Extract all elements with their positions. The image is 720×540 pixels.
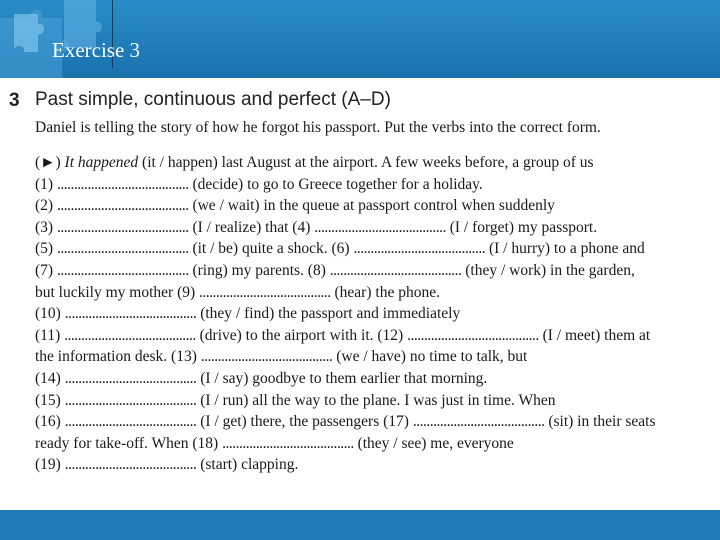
exercise-line: [35, 282, 710, 304]
line-text: (they / find) the passport and immediately: [196, 305, 461, 323]
line-text: (sit) in their seats: [544, 413, 656, 431]
exercise-instruction: Daniel is telling the story of how he forgot his passport. Put the verbs into the correct form.: [35, 119, 601, 136]
header-bar: [0, 0, 720, 78]
line-text: (ring) my parents. (8): [188, 261, 330, 279]
answer-blank[interactable]: .......................................: [200, 348, 333, 366]
exercise-line: [35, 346, 710, 368]
answer-blank[interactable]: .......................................: [314, 218, 446, 236]
line-text: (we / wait) in the queue at passport control when suddenly: [188, 197, 555, 215]
exercise-number: 3: [9, 90, 20, 111]
line-text: (decide) to go to Greece together for a holiday.: [188, 175, 483, 193]
line-text: (19): [35, 456, 65, 474]
answer-blank[interactable]: .......................................: [407, 326, 539, 344]
footer-bar: [0, 510, 720, 540]
example-answer: It happened: [64, 154, 139, 171]
exercise-line: [35, 390, 710, 412]
exercise-heading: Past simple, continuous and perfect (A–D): [35, 89, 391, 110]
line-text: (5): [35, 240, 57, 258]
exercise-line: [35, 368, 710, 390]
line-text: (I / forget) my passport.: [445, 218, 598, 236]
answer-blank[interactable]: .......................................: [64, 413, 197, 431]
line-text: (2): [35, 197, 57, 215]
answer-blank[interactable]: .......................................: [64, 456, 197, 474]
answer-blank[interactable]: .......................................: [64, 369, 197, 387]
answer-blank[interactable]: .......................................: [56, 175, 189, 193]
exercise-line: [35, 174, 710, 196]
line-text: (►): [35, 154, 65, 171]
exercise-line: [35, 411, 710, 433]
exercise-line: [35, 195, 710, 217]
line-text: (I / realize) that (4): [188, 218, 315, 236]
exercise-line: [35, 260, 710, 282]
line-text: (7): [35, 261, 57, 279]
line-text: (14): [35, 369, 65, 387]
line-text: the information desk. (13): [35, 348, 201, 366]
answer-blank[interactable]: .......................................: [56, 240, 189, 258]
line-text: (they / work) in the garden,: [461, 261, 635, 279]
page-title: Exercise 3: [52, 38, 141, 62]
line-text: (hear) the phone.: [330, 283, 440, 301]
line-text: (I / meet) them at: [538, 326, 651, 344]
exercise-text: [35, 152, 710, 476]
line-text: (drive) to the airport with it. (12): [195, 326, 408, 344]
answer-blank[interactable]: .......................................: [412, 413, 545, 431]
line-text: (we / have) no time to talk, but: [332, 348, 528, 366]
answer-blank[interactable]: .......................................: [56, 261, 189, 279]
line-text: (11): [35, 326, 65, 344]
exercise-line: [35, 325, 710, 347]
exercise-line: [35, 454, 710, 476]
line-text: (I / hurry) to a phone and: [485, 240, 645, 258]
exercise-line: [35, 303, 710, 325]
answer-blank[interactable]: .......................................: [64, 391, 197, 409]
line-text: but luckily my mother (9): [35, 283, 200, 301]
exercise-line: [35, 238, 710, 260]
answer-blank[interactable]: .......................................: [353, 240, 486, 258]
line-text: (it / happen) last August at the airport. A few weeks before, a group of us: [138, 154, 594, 171]
answer-blank[interactable]: .......................................: [329, 261, 462, 279]
answer-blank[interactable]: .......................................: [222, 434, 354, 452]
answer-blank[interactable]: .......................................: [199, 283, 331, 301]
line-text: (I / run) all the way to the plane. I was just in time. When: [196, 391, 556, 409]
line-text: (I / get) there, the passengers (17): [196, 413, 413, 431]
answer-blank[interactable]: .......................................: [64, 326, 196, 344]
line-text: ready for take-off. When (18): [35, 434, 223, 452]
line-text: (they / see) me, everyone: [353, 434, 514, 452]
line-text: (start) clapping.: [196, 456, 299, 474]
answer-blank[interactable]: .......................................: [64, 305, 197, 323]
exercise-line: [35, 217, 710, 239]
exercise-line: [35, 152, 710, 174]
line-text: (I / say) goodbye to them earlier that morning.: [196, 369, 488, 387]
exercise-line: [35, 433, 710, 455]
line-text: (it / be) quite a shock. (6): [188, 240, 354, 258]
line-text: (1): [35, 175, 57, 193]
line-text: (15): [35, 391, 65, 409]
answer-blank[interactable]: .......................................: [56, 197, 189, 215]
line-text: (10): [35, 305, 65, 323]
line-text: (3): [35, 218, 57, 236]
answer-blank[interactable]: .......................................: [56, 218, 189, 236]
line-text: (16): [35, 413, 65, 431]
